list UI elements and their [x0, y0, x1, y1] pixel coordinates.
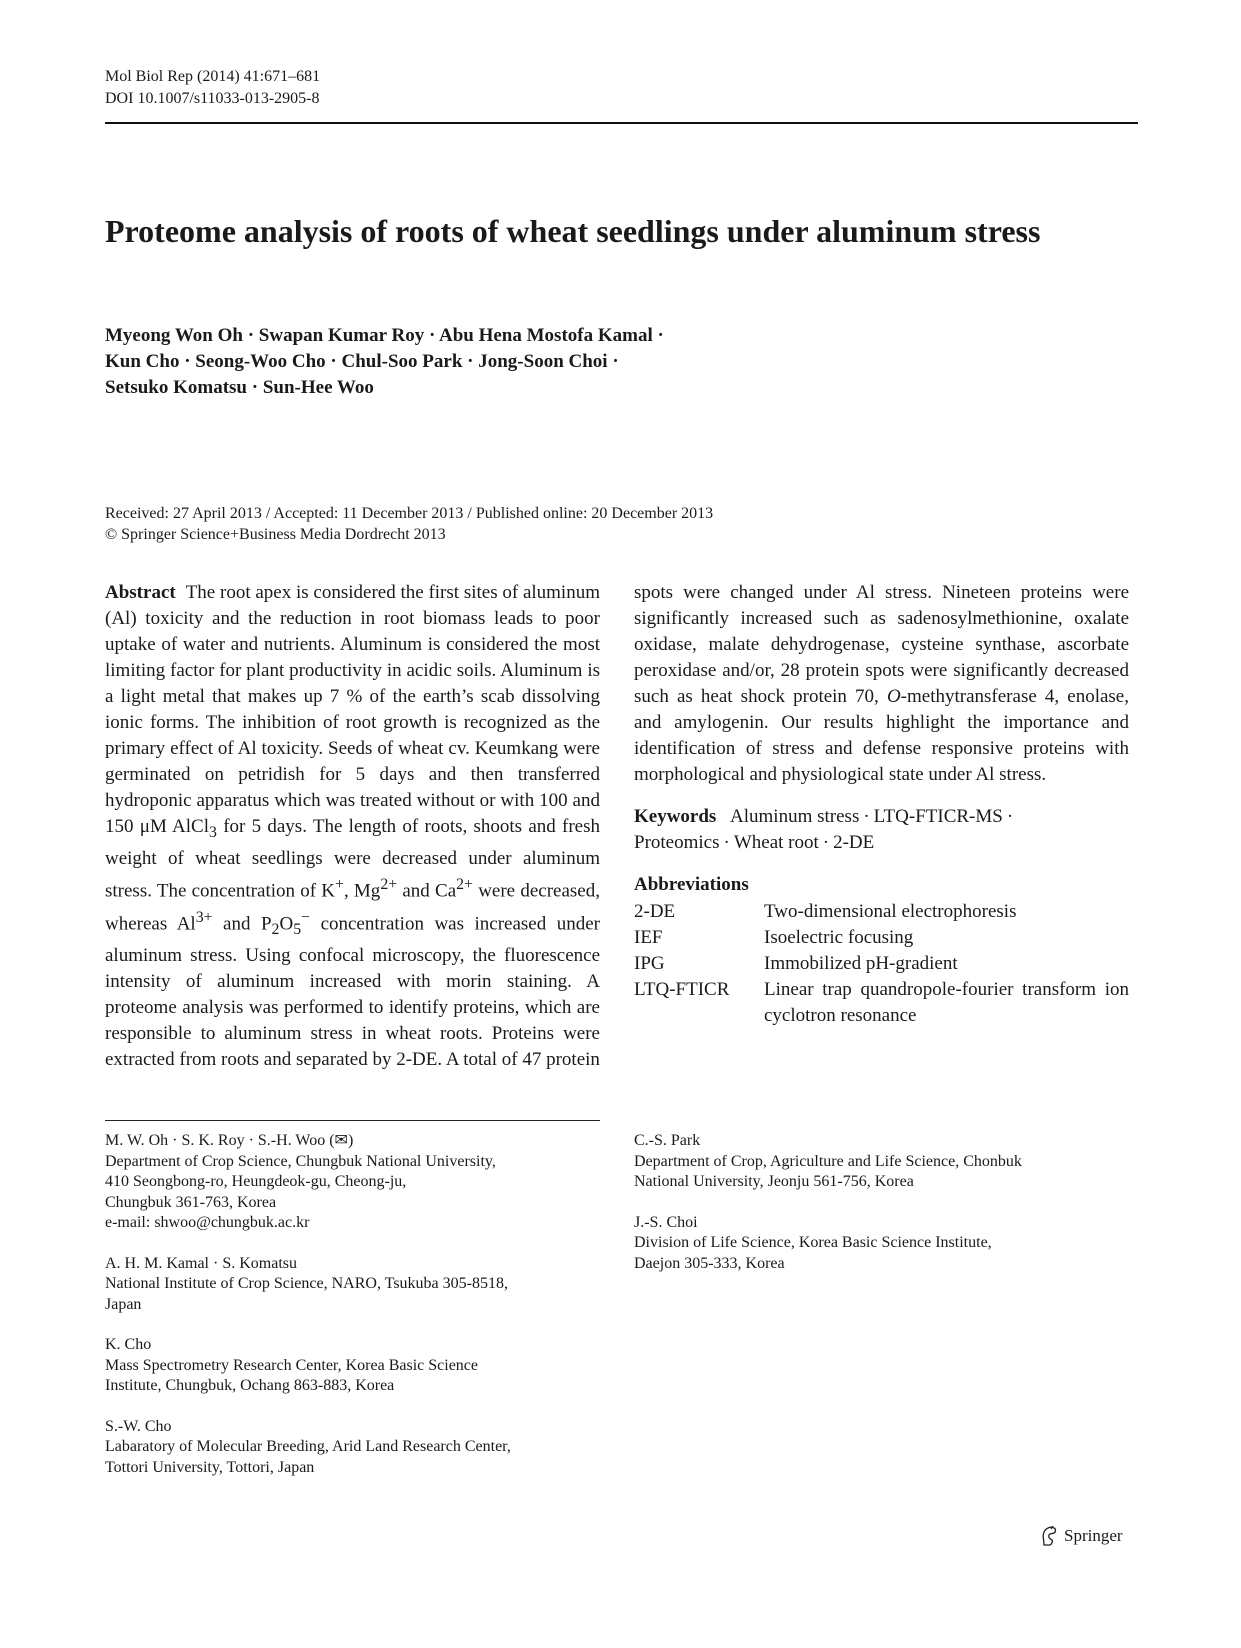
superscript: 2+ [380, 876, 398, 894]
springer-horse-icon [1040, 1525, 1058, 1547]
abstract-text: O [279, 913, 294, 935]
affiliation-line: Chungbuk 361-763, Korea [105, 1193, 277, 1211]
abbreviations-table [634, 899, 1129, 1029]
abstract-text: spots were changed under Al stress. Nineteen proteins were significantly increased such as sadenosylmethionine, oxalate oxidase, malate dehydrogenase, cysteine synthase, ascorbate peroxidase and/or, 28 protein spots were significantly decreased such as heat shock protein 70, [634, 582, 1129, 708]
header-rule [105, 122, 1138, 124]
affiliation-authors: M. W. Oh · S. K. Roy · S.-H. Woo (✉) [105, 1132, 354, 1149]
affiliation-line: 410 Seongbong-ro, Heungdeok-gu, Cheong-ju, [105, 1173, 407, 1190]
journal-citation: Mol Biol Rep (2014) 41:671–681 [105, 68, 321, 85]
abbreviation-term: LTQ-FTICR [634, 978, 730, 1000]
affiliation-line: Mass Spectrometry Research Center, Korea Basic Science [105, 1356, 478, 1374]
abstract-column-left [105, 580, 600, 1073]
keyword: LTQ-FTICR-MS [873, 806, 1003, 828]
affiliation-line: Labaratory of Molecular Breeding, Arid Land Research Center, [105, 1438, 511, 1455]
abbreviation-definition: Linear trap quandropole-fourier transform ion cyclotron resonance [764, 978, 1129, 1026]
abstract-text: , Mg [343, 880, 381, 902]
affiliations-left [105, 1131, 605, 1498]
affiliation-authors: J.-S. Choi [634, 1213, 698, 1231]
abstract-text: and P [212, 913, 272, 935]
abbreviation-row [634, 925, 1129, 951]
abstract-text: concentration was increased under aluminum stress. Using confocal microscopy, the fluorescence intensity of aluminum increased with morin staining. A proteome analysis was performed to identify proteins, which are responsible to aluminum stress in wheat roots. Proteins were extracted from roots and separated by 2-DE. A total of 47 protein [105, 913, 600, 1071]
abstract-continuation [634, 580, 1129, 788]
superscript: 3+ [195, 908, 213, 926]
affiliation-authors: A. H. M. Kamal · S. Komatsu [105, 1254, 297, 1272]
abbreviations-heading: Abbreviations [634, 874, 749, 896]
affiliation [634, 1131, 1134, 1193]
subscript: 5 [293, 920, 302, 938]
springer-logo [1040, 1525, 1123, 1547]
article-title: Proteome analysis of roots of wheat seedlings under aluminum stress [105, 213, 1041, 249]
affiliation [634, 1213, 1134, 1275]
abstract-text: were decreased, whereas Al [105, 880, 600, 935]
keyword-separator: · [723, 832, 730, 854]
abbreviation-row [634, 977, 1129, 1029]
affiliation-authors: C.-S. Park [634, 1132, 701, 1149]
subscript: 3 [209, 824, 217, 842]
affiliation [105, 1335, 605, 1397]
keywords-heading: Keywords [634, 806, 717, 828]
author-line: Myeong Won Oh · Swapan Kumar Roy · Abu Hena Mostofa Kamal · [105, 325, 664, 346]
affiliation-line: Division of Life Science, Korea Basic Science Institute, [634, 1234, 992, 1251]
keyword: Wheat root [733, 832, 819, 854]
abbreviation-row [634, 899, 1129, 925]
abstract-text: The root apex is considered the first sites of aluminum (Al) toxicity and the reduction in root biomass leads to poor uptake of water and nutrients. Aluminum is considered the most limiting factor for plant productivity in acidic soils. Aluminum is a light metal that makes up 7 % of the earth’s scab dissolving ionic forms. The inhibition of root growth is recognized as the primary effect of Al toxicity. Seeds of wheat cv. Keumkang were germinated on petridish for 5 days and then transferred hydroponic apparatus which was treated without or with 100 and 150 μM AlCl [105, 582, 600, 838]
abbreviation-definition: Immobilized pH-gradient [764, 952, 958, 974]
email-link[interactable]: e-mail: shwoo@chungbuk.ac.kr [105, 1214, 310, 1231]
copyright: © Springer Science+Business Media Dordrecht 2013 [105, 526, 446, 543]
author-line: Setsuko Komatsu · Sun-Hee Woo [105, 377, 374, 398]
affiliation-line: Institute, Chungbuk, Ochang 863-883, Korea [105, 1377, 395, 1394]
affiliation-line: Department of Crop, Agriculture and Life Science, Chonbuk [634, 1152, 1022, 1170]
keywords [634, 804, 1129, 856]
keyword-separator: · [822, 832, 830, 854]
abstract-text: and Ca [397, 880, 457, 902]
abbreviation-term: IPG [634, 952, 665, 974]
keyword-separator: · [863, 806, 870, 828]
abbreviation-row [634, 951, 1129, 977]
superscript: − [301, 908, 311, 926]
affiliation [105, 1417, 605, 1479]
affiliation [105, 1131, 605, 1234]
abstract-heading: Abstract [105, 582, 176, 603]
subscript: 2 [271, 920, 280, 938]
affiliation-line: National University, Jeonju 561-756, Korea [634, 1173, 914, 1190]
author-line: Kun Cho · Seong-Woo Cho · Chul-Soo Park · Jong-Soon Choi · [105, 351, 619, 372]
history-dates: Received: 27 April 2013 / Accepted: 11 December 2013 / Published online: 20 December 2013 [105, 505, 714, 522]
affiliation-authors: S.-W. Cho [105, 1417, 172, 1435]
affiliation-line: Department of Crop Science, Chungbuk National University, [105, 1152, 496, 1170]
italic-letter: O [886, 686, 901, 708]
keyword-separator: · [1006, 806, 1014, 828]
doi: DOI 10.1007/s11033-013-2905-8 [105, 90, 320, 107]
affiliation-line: National Institute of Crop Science, NARO, Tsukuba 305-8518, [105, 1275, 508, 1292]
keyword: 2-DE [833, 832, 875, 854]
publication-dates [105, 503, 713, 545]
abbreviation-definition: Two-dimensional electrophoresis [764, 900, 1017, 922]
superscript: 2+ [456, 876, 473, 894]
abstract-column-right [634, 580, 1129, 1029]
keyword: Proteomics [634, 832, 720, 854]
abbreviation-term: 2-DE [634, 900, 676, 922]
affiliation [105, 1254, 605, 1316]
springer-wordmark: Springer [1064, 1526, 1123, 1545]
abbreviation-term: IEF [634, 926, 663, 948]
author-list [105, 323, 865, 401]
footnote-rule [105, 1120, 600, 1121]
abstract-text: -methytransferase 4, enolase, and amylogenin. Our results highlight the importance and identification of stress and defense responsive proteins with morphological and physiological state under Al stress. [634, 686, 1129, 786]
affiliation-line: Japan [105, 1295, 142, 1313]
superscript: + [335, 876, 344, 894]
affiliation-line: Daejon 305-333, Korea [634, 1254, 785, 1272]
affiliations-right [634, 1131, 1134, 1294]
abbreviation-definition: Isoelectric focusing [764, 926, 914, 948]
journal-header [105, 66, 320, 110]
affiliation-line: Tottori University, Tottori, Japan [105, 1458, 315, 1476]
keyword: Aluminum stress [730, 806, 860, 828]
abstract-text: for 5 days. The length of roots, shoots and fresh weight of wheat seedlings were decreased under aluminum stress. The concentration of K [105, 816, 601, 902]
affiliation-authors: K. Cho [105, 1336, 152, 1353]
